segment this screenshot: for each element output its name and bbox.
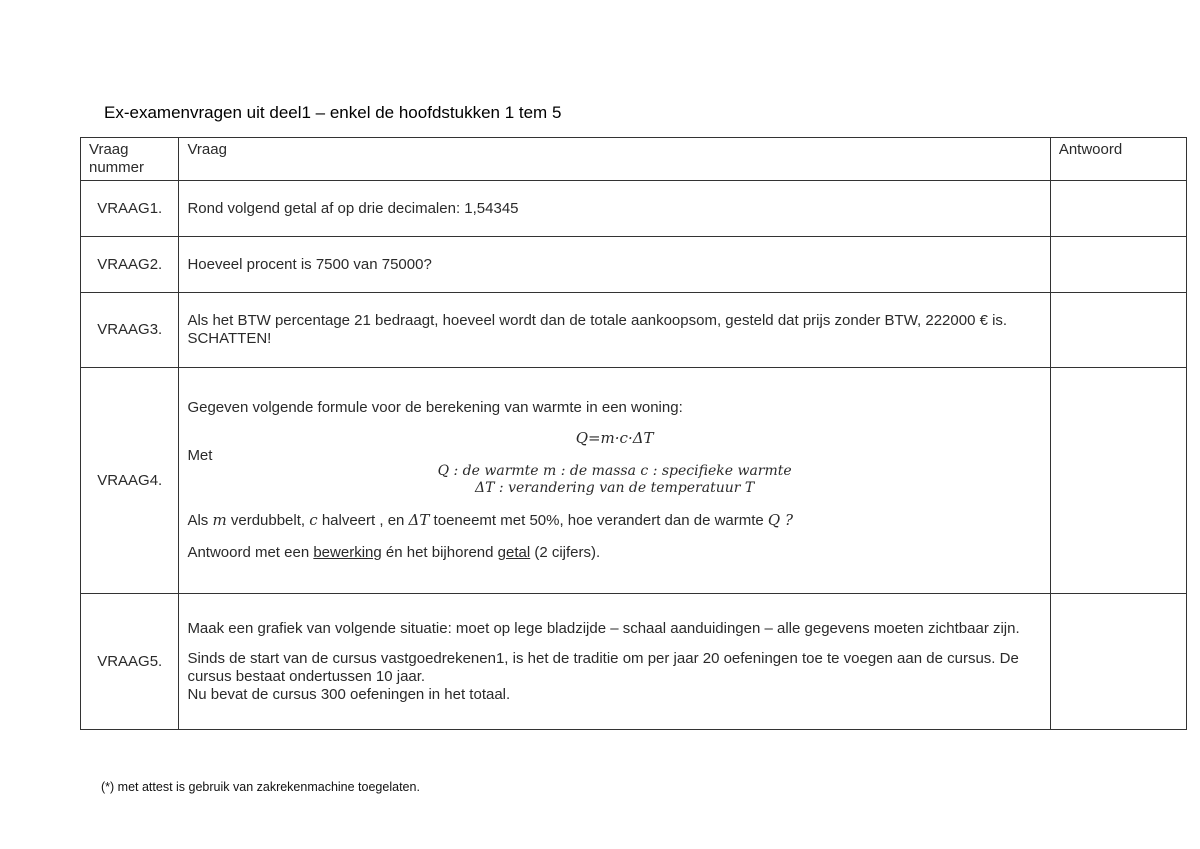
answer-cell[interactable]	[1050, 181, 1186, 237]
question-number: VRAAG3.	[81, 293, 179, 368]
question-number: VRAAG4.	[81, 368, 179, 594]
answer-cell[interactable]	[1050, 293, 1186, 368]
question-intro: Gegeven volgende formule voor de berekening van warmte in een woning:	[187, 399, 683, 416]
footnote: (*) met attest is gebruik van zakrekenmachine toegelaten.	[101, 780, 420, 794]
question-paragraph-3: Nu bevat de cursus 300 oefeningen in het totaal.	[187, 685, 511, 703]
definition-line-1: Q : de warmte m : de massa c : specifieke warmte	[437, 463, 792, 479]
questions-table	[80, 137, 1187, 730]
formula: Q=m·c·ΔT	[575, 429, 654, 447]
question-number: VRAAG5.	[81, 594, 179, 730]
table-row	[81, 594, 1187, 730]
definition-line-2: ΔT : verandering van de temperatuur T	[475, 480, 755, 496]
question-paragraph-1: Maak een grafiek van volgende situatie: moet op lege bladzijde – schaal aanduidingen – alle gegevens moeten zichtbaar zijn.	[187, 619, 1020, 637]
question-paragraph-2: Sinds de start van de cursus vastgoedrekenen1, is het de traditie om per jaar 20 oefeningen toe te voegen aan de cursus. De cursus bestaat ondertussen 10 jaar.	[187, 649, 1019, 685]
question-text: Hoeveel procent is 7500 van 75000?	[179, 237, 1050, 293]
header-number: Vraag nummer	[81, 138, 179, 181]
answer-cell[interactable]	[1050, 594, 1186, 730]
answer-cell[interactable]	[1050, 237, 1186, 293]
question-text: Rond volgend getal af op drie decimalen: 1,54345	[179, 181, 1050, 237]
table-row	[81, 368, 1187, 594]
question-number: VRAAG2.	[81, 237, 179, 293]
table-row	[81, 293, 1187, 368]
question-text: Als het BTW percentage 21 bedraagt, hoeveel wordt dan de totale aankoopsom, gesteld dat prijs zonder BTW, 222000 € is. SCHATTEN!	[179, 293, 1050, 368]
table-row	[81, 237, 1187, 293]
header-question: Vraag	[179, 138, 1050, 181]
table-header-row	[81, 138, 1187, 181]
header-answer: Antwoord	[1050, 138, 1186, 181]
question-number: VRAAG1.	[81, 181, 179, 237]
question-text	[179, 594, 1050, 730]
answer-instruction: Antwoord met een bewerking én het bijhorend getal (2 cijfers).	[187, 544, 601, 561]
met-label: Met	[187, 447, 213, 464]
page-title: Ex-examenvragen uit deel1 – enkel de hoofdstukken 1 tem 5	[104, 103, 562, 122]
question-sentence: Als m verdubbelt, c halveert , en ΔT toeneemt met 50%, hoe verandert dan de warmte Q ?	[187, 511, 794, 529]
question-text	[179, 368, 1050, 594]
table-row	[81, 181, 1187, 237]
answer-cell[interactable]	[1050, 368, 1186, 594]
